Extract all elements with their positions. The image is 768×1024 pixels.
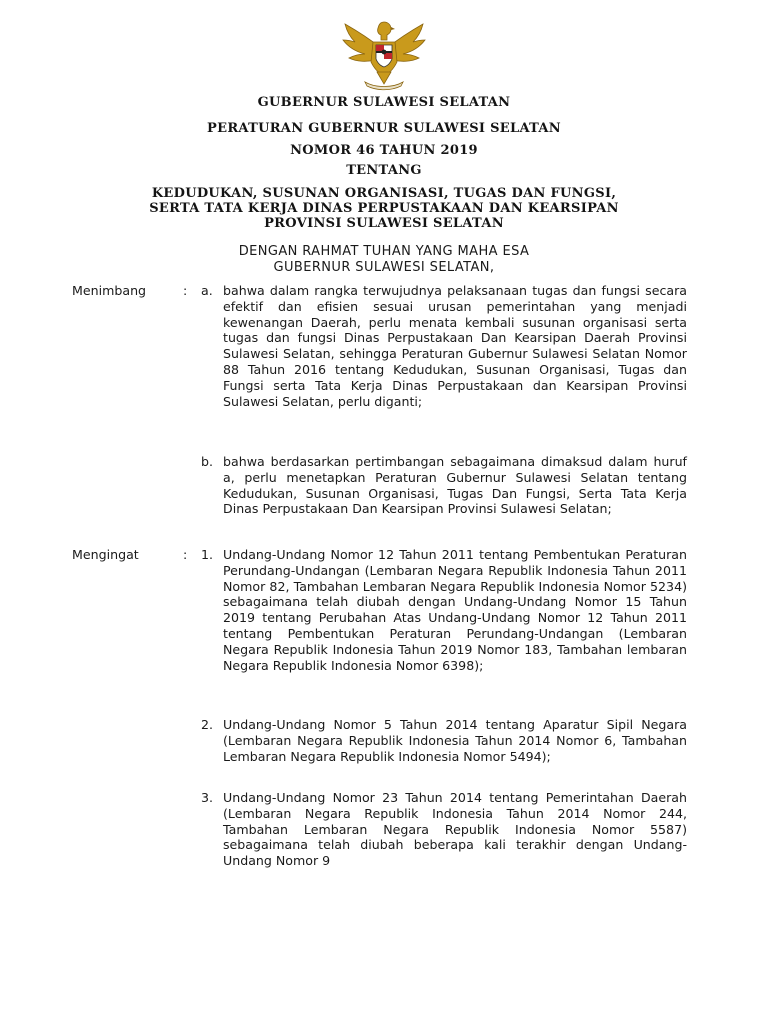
tentang-heading: TENTANG	[346, 163, 422, 178]
item-marker: 2.	[201, 717, 214, 732]
menimbang-colon: :	[183, 283, 188, 298]
mengingat-colon: :	[183, 547, 188, 562]
item-text: Undang-Undang Nomor 12 Tahun 2011 tentang Pembentukan Peraturan Perundang-Undangan (Lembaran Negara Republik Indonesia Tahun 2011 Nomor 82, Tambahan Lembaran Negara Republik Indonesia Nomor 5234) sebagaimana telah diubah dengan Undang-Undang Nomor 15 Tahun 2019 tentang Perubahan Atas Undang-Undang Nomor 12 Tahun 2011 tentang Pembentukan Peraturan Perundang-Undangan (Lembaran Negara Republik Indonesia Tahun 2019 Nomor 183, Tambahan lembaran Negara Republik Indonesia Nomor 6398);	[223, 547, 687, 673]
mengingat-label: Mengingat	[72, 547, 139, 562]
item-marker: 1.	[201, 547, 214, 562]
regulation-heading: PERATURAN GUBERNUR SULAWESI SELATAN	[207, 121, 561, 136]
item-text: Undang-Undang Nomor 23 Tahun 2014 tentang Pemerintahan Daerah (Lembaran Negara Republik Indonesia Tahun 2014 Nomor 244, Tambahan Lembaran Negara Republik Indonesia Nomor 5587) sebagaimana telah diubah beberapa kali terakhir dengan Undang-Undang Nomor 9	[223, 790, 687, 869]
item-text: bahwa dalam rangka terwujudnya pelaksanaan tugas dan fungsi secara efektif dan efisien sesuai urusan pemerintahan yang menjadi kewenangan Daerah, perlu menata kembali susunan organisasi serta tugas dan fungsi Dinas Perpustakaan Dan Kearsipan Daerah Provinsi Sulawesi Selatan, sehingga Peraturan Gubernur Sulawesi Selatan Nomor 88 Tahun 2016 tentang Kedudukan, Susunan Organisasi, Tugas dan Fungsi serta Tata Kerja Dinas Perpustakaan dan Kearsipan Provinsi Sulawesi Selatan, perlu diganti;	[223, 283, 687, 409]
title-line-3: PROVINSI SULAWESI SELATAN	[264, 216, 504, 231]
rahmat-line-1: DENGAN RAHMAT TUHAN YANG MAHA ESA	[238, 244, 530, 259]
regulation-number: NOMOR 46 TAHUN 2019	[290, 143, 478, 158]
item-text: bahwa berdasarkan pertimbangan sebagaimana dimaksud dalam huruf a, perlu menetapkan Peraturan Gubernur Sulawesi Selatan tentang Kedudukan, Susunan Organisasi, Tugas Dan Fungsi, Serta Tata Kerja Dinas Perpustakaan Dan Kearsipan Provinsi Sulawesi Selatan;	[223, 454, 687, 517]
title-line-1: KEDUDUKAN, SUSUNAN ORGANISASI, TUGAS DAN FUNGSI,	[151, 186, 617, 201]
rahmat-block	[0, 244, 768, 276]
menimbang-label: Menimbang	[72, 283, 147, 298]
garuda-emblem-icon	[341, 18, 427, 92]
governor-heading: GUBERNUR SULAWESI SELATAN	[257, 95, 511, 110]
regulation-title	[0, 186, 768, 231]
title-line-2: SERTA TATA KERJA DINAS PERPUSTAKAAN DAN KEARSIPAN	[149, 201, 619, 216]
item-text: Undang-Undang Nomor 5 Tahun 2014 tentang Aparatur Sipil Negara (Lembaran Negara Republik Indonesia Tahun 2014 Nomor 6, Tambahan Lembaran Negara Republik Indonesia Nomor 5494);	[223, 717, 687, 764]
item-marker: b.	[201, 454, 213, 469]
item-marker: 3.	[201, 790, 214, 805]
rahmat-line-2: GUBERNUR SULAWESI SELATAN,	[273, 260, 495, 275]
item-marker: a.	[201, 283, 213, 298]
